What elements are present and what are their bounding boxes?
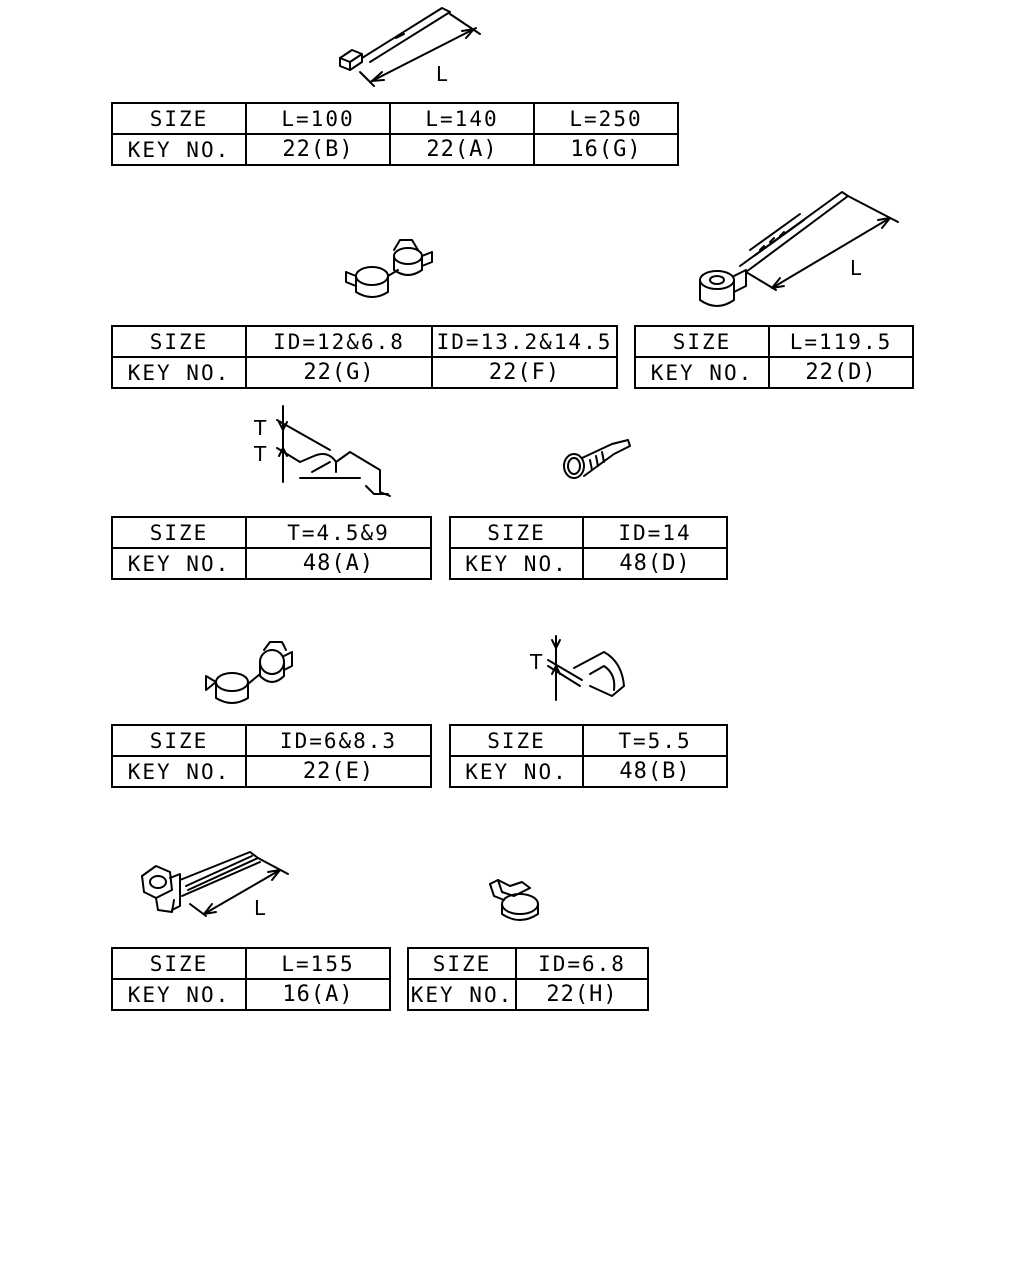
length-dimension-1 (360, 14, 480, 86)
key-cell: 16(G) (534, 134, 678, 165)
size-header: SIZE (112, 725, 246, 756)
spec-table-2 (111, 325, 618, 389)
size-cell: T=5.5 (583, 725, 727, 756)
key-header: KEY NO. (112, 756, 246, 787)
key-row (112, 548, 431, 579)
size-cell: ID=6&8.3 (246, 725, 431, 756)
size-row (635, 326, 913, 357)
size-cell: ID=13.2&14.5 (432, 326, 617, 357)
size-cell: T=4.5&9 (246, 517, 431, 548)
key-cell: 22(H) (516, 979, 648, 1010)
key-cell: 22(F) (432, 357, 617, 388)
double-clamp-illustration-2 (206, 642, 292, 703)
key-cell: 48(D) (583, 548, 727, 579)
thickness-label-2: T (254, 442, 267, 466)
size-cell: L=155 (246, 948, 390, 979)
spec-table-3 (634, 325, 914, 389)
key-cell: 48(A) (246, 548, 431, 579)
key-header: KEY NO. (450, 756, 583, 787)
size-row (112, 948, 390, 979)
size-cell: L=140 (390, 103, 534, 134)
key-row (408, 979, 648, 1010)
key-cell: 22(A) (390, 134, 534, 165)
spec-table-5 (449, 516, 728, 580)
size-header: SIZE (112, 326, 246, 357)
flat-clip-illustration (548, 636, 624, 700)
push-clip-illustration (490, 880, 538, 920)
size-row (450, 517, 727, 548)
size-header: SIZE (112, 948, 246, 979)
size-row (112, 725, 431, 756)
size-row (112, 517, 431, 548)
size-header: SIZE (450, 725, 583, 756)
key-header: KEY NO. (112, 979, 246, 1010)
key-header: KEY NO. (112, 548, 246, 579)
length-label-3: L (254, 896, 266, 920)
length-label-2: L (850, 256, 862, 280)
key-header: KEY NO. (112, 134, 246, 165)
size-header: SIZE (635, 326, 769, 357)
size-row (450, 725, 727, 756)
size-header: SIZE (450, 517, 583, 548)
key-row (450, 548, 727, 579)
key-cell: 22(D) (769, 357, 913, 388)
key-cell: 22(E) (246, 756, 431, 787)
mounted-tie-illustration (142, 852, 260, 912)
length-label-1: L (436, 62, 448, 86)
double-clamp-illustration-1 (346, 240, 432, 297)
spec-table-9 (407, 947, 649, 1011)
key-row (450, 756, 727, 787)
key-cell: 16(A) (246, 979, 390, 1010)
spec-table-1 (111, 102, 679, 166)
length-dimension-2 (746, 196, 898, 290)
key-cell: 22(G) (246, 357, 432, 388)
spec-table-4 (111, 516, 432, 580)
thickness-label-3: T (530, 650, 543, 674)
key-row (112, 756, 431, 787)
spec-table-8 (111, 947, 391, 1011)
spring-clip-illustration (277, 406, 390, 496)
key-header: KEY NO. (635, 357, 769, 388)
spec-table-7 (449, 724, 728, 788)
size-cell: L=100 (246, 103, 390, 134)
key-header: KEY NO. (112, 357, 246, 388)
size-row (408, 948, 648, 979)
ring-clip-illustration (564, 440, 630, 478)
cable-tie-illustration (340, 8, 450, 70)
spec-table-6 (111, 724, 432, 788)
key-row (635, 357, 913, 388)
size-cell: L=119.5 (769, 326, 913, 357)
key-header: KEY NO. (408, 979, 516, 1010)
size-cell: L=250 (534, 103, 678, 134)
key-row (112, 979, 390, 1010)
key-cell: 22(B) (246, 134, 390, 165)
size-header: SIZE (408, 948, 516, 979)
size-row (112, 326, 617, 357)
key-row (112, 134, 678, 165)
key-header: KEY NO. (450, 548, 583, 579)
key-cell: 48(B) (583, 756, 727, 787)
thickness-label-1: T (254, 416, 267, 440)
size-cell: ID=14 (583, 517, 727, 548)
size-row (112, 103, 678, 134)
size-cell: ID=6.8 (516, 948, 648, 979)
key-row (112, 357, 617, 388)
size-header: SIZE (112, 517, 246, 548)
size-header: SIZE (112, 103, 246, 134)
size-cell: ID=12&6.8 (246, 326, 432, 357)
